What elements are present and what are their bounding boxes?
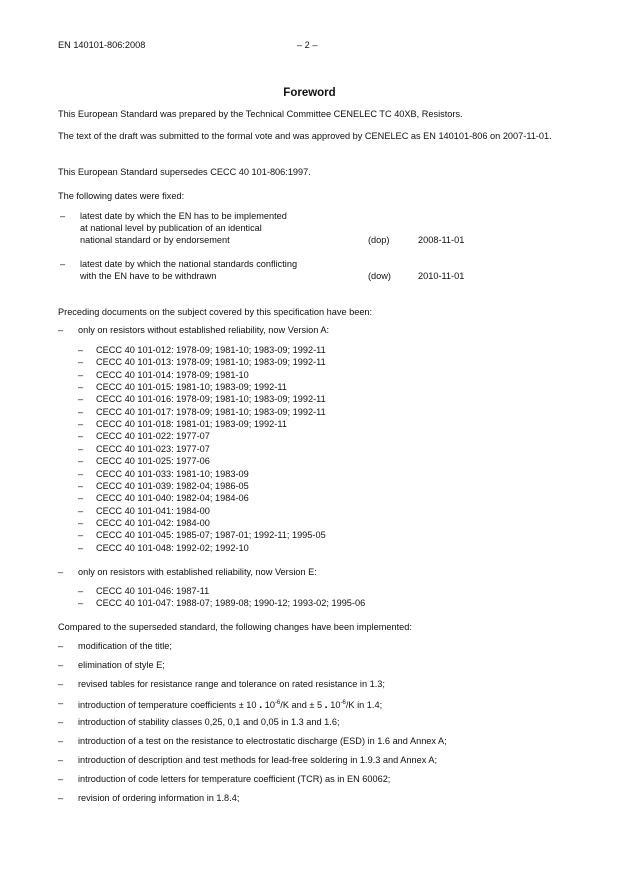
- list-dash: –: [78, 586, 84, 596]
- paragraph-prepared-by: This European Standard was prepared by the Technical Committee CENELEC TC 40XB, Resistors.: [58, 109, 463, 119]
- paragraph-dates-intro: The following dates were fixed:: [58, 191, 185, 201]
- list-dash: –: [58, 698, 64, 708]
- exponent: -6: [274, 700, 281, 706]
- change-text: elimination of style E;: [78, 660, 165, 670]
- list-dash: –: [78, 443, 84, 454]
- document-reference: CECC 40 101-018: 1981-01; 1983-09; 1992-11: [96, 419, 287, 430]
- date-dow-line2: with the EN have to be withdrawn: [80, 271, 217, 281]
- date-dop-line1: latest date by which the EN has to be implemented: [80, 211, 287, 221]
- text-segment: /K in 1.4;: [345, 700, 383, 710]
- date-dop-value: 2008-11-01: [418, 235, 465, 245]
- paragraph-changes-intro: Compared to the superseded standard, the following changes have been implemented:: [58, 622, 412, 632]
- list-dash: –: [78, 369, 84, 380]
- multiplication-dot: .: [324, 699, 328, 711]
- change-text-temperature-coefficients: [78, 698, 382, 712]
- change-text: introduction of stability classes 0,25, 0,1 and 0,05 in 1.3 and 1.6;: [78, 717, 340, 727]
- date-dow-line1: latest date by which the national standards conflicting: [80, 259, 298, 269]
- list-dash: –: [58, 567, 64, 577]
- version-e-label: only on resistors with established reliability, now Version E:: [78, 567, 317, 577]
- date-dow-code: (dow): [368, 271, 391, 281]
- list-dash: –: [60, 211, 66, 221]
- document-reference: CECC 40 101-015: 1981-10; 1983-09; 1992-11: [96, 382, 287, 393]
- list-dash: –: [78, 456, 84, 467]
- text-segment: 10: [330, 700, 341, 710]
- list-dash: –: [58, 793, 64, 803]
- text-segment: /K and ± 5: [280, 700, 323, 710]
- date-dop-code: (dop): [368, 235, 390, 245]
- document-reference: CECC 40 101-017: 1978-09; 1981-10; 1983-09; 1992-11: [96, 406, 326, 417]
- document-reference: CECC 40 101-033: 1981-10; 1983-09: [96, 468, 249, 479]
- document-reference: CECC 40 101-014: 1978-09; 1981-10: [96, 369, 249, 380]
- document-reference: CECC 40 101-039: 1982-04; 1986-05: [96, 480, 249, 491]
- document-reference: CECC 40 101-047: 1988-07; 1989-08; 1990-12; 1993-02; 1995-06: [96, 598, 366, 609]
- exponent: -6: [340, 700, 346, 706]
- list-dash: –: [78, 493, 84, 504]
- multiplication-dot: .: [259, 699, 263, 711]
- list-dash: –: [78, 468, 84, 479]
- section-title: Foreword: [283, 87, 336, 99]
- document-reference: CECC 40 101-013: 1978-09; 1981-10; 1983-09; 1992-11: [96, 357, 326, 368]
- list-dash: –: [58, 755, 64, 765]
- document-reference: CECC 40 101-048: 1992-02; 1992-10: [96, 542, 249, 553]
- date-dow-value: 2010-11-01: [418, 271, 465, 281]
- change-text: introduction of description and test methods for lead-free soldering in 1.9.3 and Annex A;: [78, 755, 438, 765]
- change-text: revised tables for resistance range and tolerance on rated resistance in 1.3;: [78, 679, 385, 689]
- page-number: – 2 –: [297, 40, 318, 50]
- document-reference: CECC 40 101-023: 1977-07: [96, 443, 210, 454]
- version-a-label: only on resistors without established reliability, now Version A:: [78, 325, 330, 335]
- list-dash: –: [78, 542, 84, 553]
- list-dash: –: [78, 431, 84, 442]
- list-dash: –: [78, 345, 84, 355]
- document-reference: CECC 40 101-022: 1977-07: [96, 431, 210, 442]
- text-segment: 10: [264, 700, 275, 710]
- list-dash: –: [78, 598, 84, 609]
- list-dash: –: [58, 660, 64, 670]
- list-dash: –: [78, 505, 84, 516]
- document-id: EN 140101-806:2008: [58, 40, 146, 50]
- paragraph-preceding-intro: Preceding documents on the subject covered by this specification have been:: [58, 307, 373, 317]
- list-dash: –: [58, 717, 64, 727]
- list-dash: –: [78, 394, 84, 405]
- list-dash: –: [60, 259, 66, 269]
- document-reference: CECC 40 101-042: 1984-00: [96, 517, 210, 528]
- date-dop-line3: national standard or by endorsement: [80, 235, 230, 245]
- list-dash: –: [78, 419, 84, 430]
- document-reference: CECC 40 101-046: 1987-11: [96, 586, 210, 596]
- document-reference: CECC 40 101-025: 1977-06: [96, 456, 210, 467]
- list-dash: –: [78, 480, 84, 491]
- list-dash: –: [58, 679, 64, 689]
- document-reference: CECC 40 101-016: 1978-09; 1981-10; 1983-09; 1992-11: [96, 394, 326, 405]
- date-dop-line2: at national level by publication of an identical: [80, 223, 262, 233]
- list-dash: –: [78, 382, 84, 393]
- list-dash: –: [58, 736, 64, 746]
- list-dash: –: [78, 517, 84, 528]
- list-dash: –: [58, 774, 64, 784]
- list-dash: –: [58, 325, 64, 335]
- list-dash: –: [78, 530, 84, 541]
- list-dash: –: [78, 406, 84, 417]
- text-segment: introduction of temperature coefficients ± 10: [78, 700, 257, 710]
- change-text: revision of ordering information in 1.8.4;: [78, 793, 240, 803]
- list-dash: –: [58, 641, 64, 651]
- change-text: introduction of code letters for temperature coefficient (TCR) as in EN 60062;: [78, 774, 391, 784]
- change-text: introduction of a test on the resistance to electrostatic discharge (ESD) in 1.6 and Annex A;: [78, 736, 447, 746]
- document-reference: CECC 40 101-012: 1978-09; 1981-10; 1983-09; 1992-11: [96, 345, 326, 355]
- document-reference: CECC 40 101-045: 1985-07; 1987-01; 1992-11; 1995-05: [96, 530, 326, 541]
- document-reference: CECC 40 101-041: 1984-00: [96, 505, 210, 516]
- list-dash: –: [78, 357, 84, 368]
- paragraph-approval: The text of the draft was submitted to the formal vote and was approved by CENELEC as EN 140101-806 on 2007-11-01.: [58, 131, 552, 141]
- document-reference: CECC 40 101-040: 1982-04; 1984-06: [96, 493, 249, 504]
- change-text: modification of the title;: [78, 641, 172, 651]
- paragraph-supersedes: This European Standard supersedes CECC 40 101-806:1997.: [58, 167, 311, 177]
